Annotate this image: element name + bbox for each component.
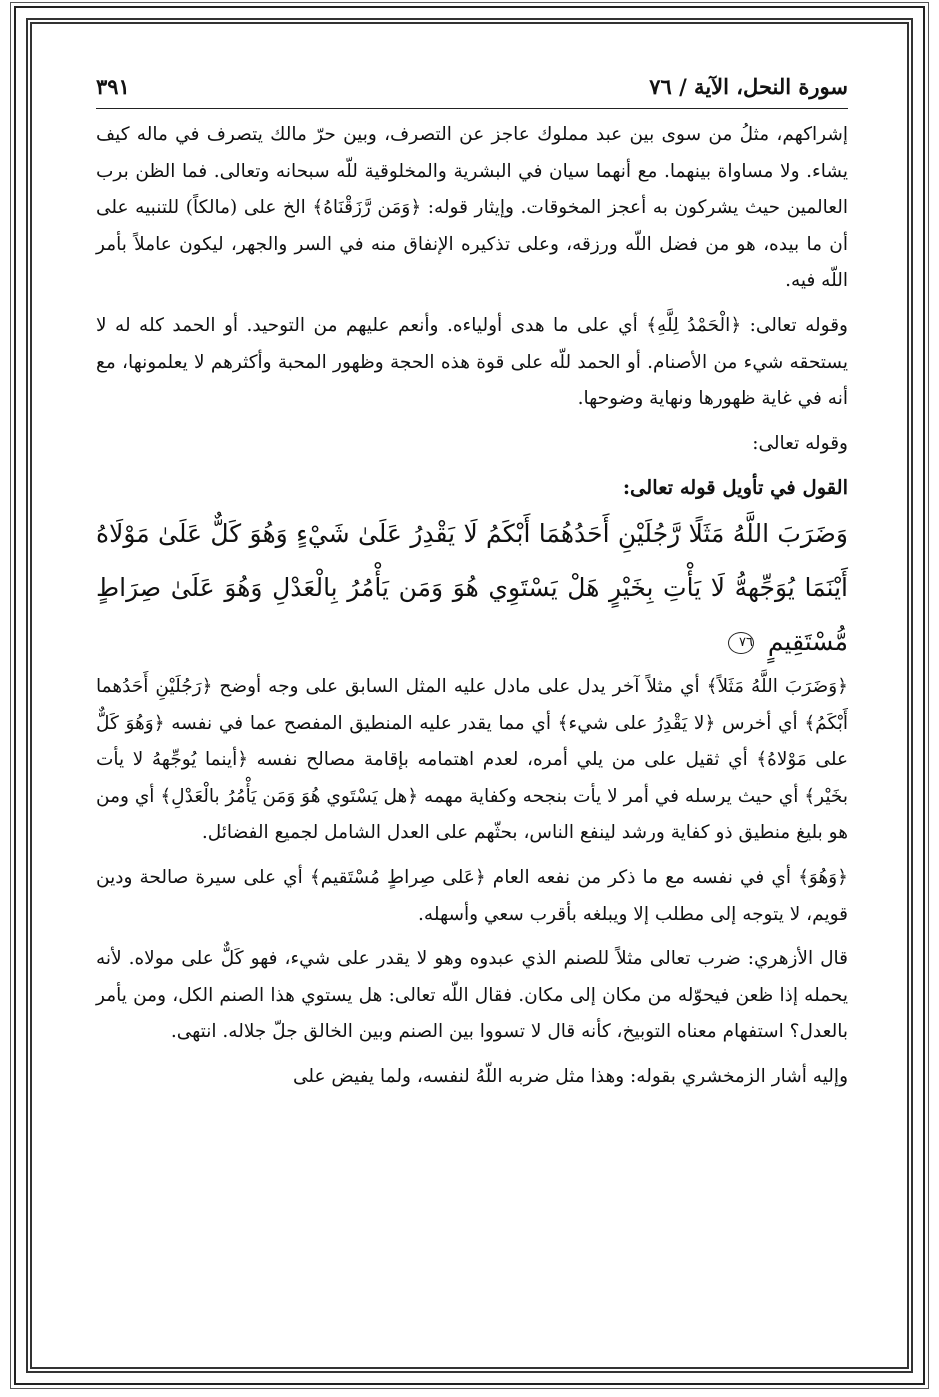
quran-verse [96, 507, 848, 669]
paragraph-4: ﴿وَضَرَبَ اللَّهُ مَثَلاً﴾ أي مثلاً آخر يدل على مادل عليه المثل السابق على وجه أوضح ﴿رَجُلَيْنِ أَحَدُهما أَبْكَمُ﴾ أي أخرس ﴿لا يَقْدِرُ على شيء﴾ أي مما يقدر عليه المنطيق المفصح عما في نفسه ﴿وَهُوَ كَلٌّ على مَوْلاهُ﴾ أي ثقيل على من يلي أمره، لعدم اهتمامه بإقامة مصالح نفسه ﴿أينما يُوجِّههُ لا يأت بخَيْر﴾ أي حيث يرسله في أمر لا يأت بنجحه وكفاية مهمه ﴿هل يَسْتَوي هُوَ وَمَن يَأْمُرُ بالْعَدْلِ﴾ أي ومن هو بليغ منطيق ذو كفاية ورشد لينفع الناس، بحثّهم على العدل الشامل لجميع الفضائل. [96, 675, 848, 844]
paragraph-7: وإليه أشار الزمخشري بقوله: وهذا مثل ضربه اللّهُ لنفسه، ولما يفيض على [292, 1065, 848, 1087]
paragraph-2: وقوله تعالى: ﴿الْحَمْدُ لِلَّهِ﴾ أي على ما هدى أولياءه. وأنعم عليهم من التوحيد. أو الحمد كله له لا يستحقه شيء من الأصنام. أو الحمد للّه على قوة هذه الحجة وظهور المحبة وأكثرهم لا يعلمونها، مع أنه في غاية ظهورها ونهاية وضوحها. [96, 314, 848, 410]
page-number: ٣٩١ [96, 74, 130, 99]
page-content [96, 117, 848, 1095]
paragraph-3: وقوله تعالى: [752, 432, 848, 454]
section-heading: القول في تأويل قوله تعالى: [622, 476, 848, 500]
verse-number-marker: ٧٦ [728, 632, 754, 654]
running-header-title: سورة النحل، الآية / ٧٦ [649, 74, 848, 99]
running-header [96, 74, 848, 109]
paragraph-1: إشراكهم، مثلُ من سوى بين عبد مملوك عاجز عن التصرف، وبين حرّ مالك يتصرف في ماله كيف يشاء. ولا مساواة بينهما. مع أنهما سيان في البشرية والمخلوقية للّه سبحانه وتعالى. فما الظن برب العالمين حيث يشركون به أعجز المخوقات. وإيثار قوله: ﴿وَمَن رَّزَقْنَاهُ﴾ الخ على (مالكاً) للتنبيه على أن ما بيده، هو من فضل اللّه ورزقه، وعلى تذكيره الإنفاق منه في السر والجهر، ليكون عاملاً بأمر اللّه فيه. [96, 124, 848, 292]
book-page [96, 74, 848, 1334]
quran-verse-text: وَضَرَبَ اللَّهُ مَثَلًا رَّجُلَيْنِ أَحَدُهُمَا أَبْكَمُ لَا يَقْدِرُ عَلَىٰ شَيْءٍ وَهُوَ كَلٌّ عَلَىٰ مَوْلَاهُ أَيْنَمَا يُوَجِّههُّ لَا يَأْتِ بِخَيْرٍ هَلْ يَسْتَوِي هُوَ وَمَن يَأْمُرُ بِالْعَدْلِ وَهُوَ عَلَىٰ صِرَاطٍ مُّسْتَقِيمٍ [96, 518, 848, 656]
paragraph-6: قال الأزهري: ضرب تعالى مثلاً للصنم الذي عبدوه وهو لا يقدر على شيء، فهو كَلٌّ على مولاه. لأنه يحمله إذا ظعن فيحوّله من مكان إلى مكان. فقال اللّه تعالى: هل يستوي هذا الصنم الكل، ومن يأمر بالعدل؟ استفهام معناه التوبيخ، كأنه قال لا تسووا بين الصنم وبين الخالق جلّ جلاله. انتهى. [96, 948, 848, 1043]
paragraph-5: ﴿وَهُوَ﴾ أي في نفسه مع ما ذكر من نفعه العام ﴿عَلى صِراطٍ مُسْتَقيم﴾ أي على سيرة صالحة ودين قويم، لا يتوجه إلى مطلب إلا ويبلغه بأقرب سعي وأسهله. [96, 866, 848, 925]
